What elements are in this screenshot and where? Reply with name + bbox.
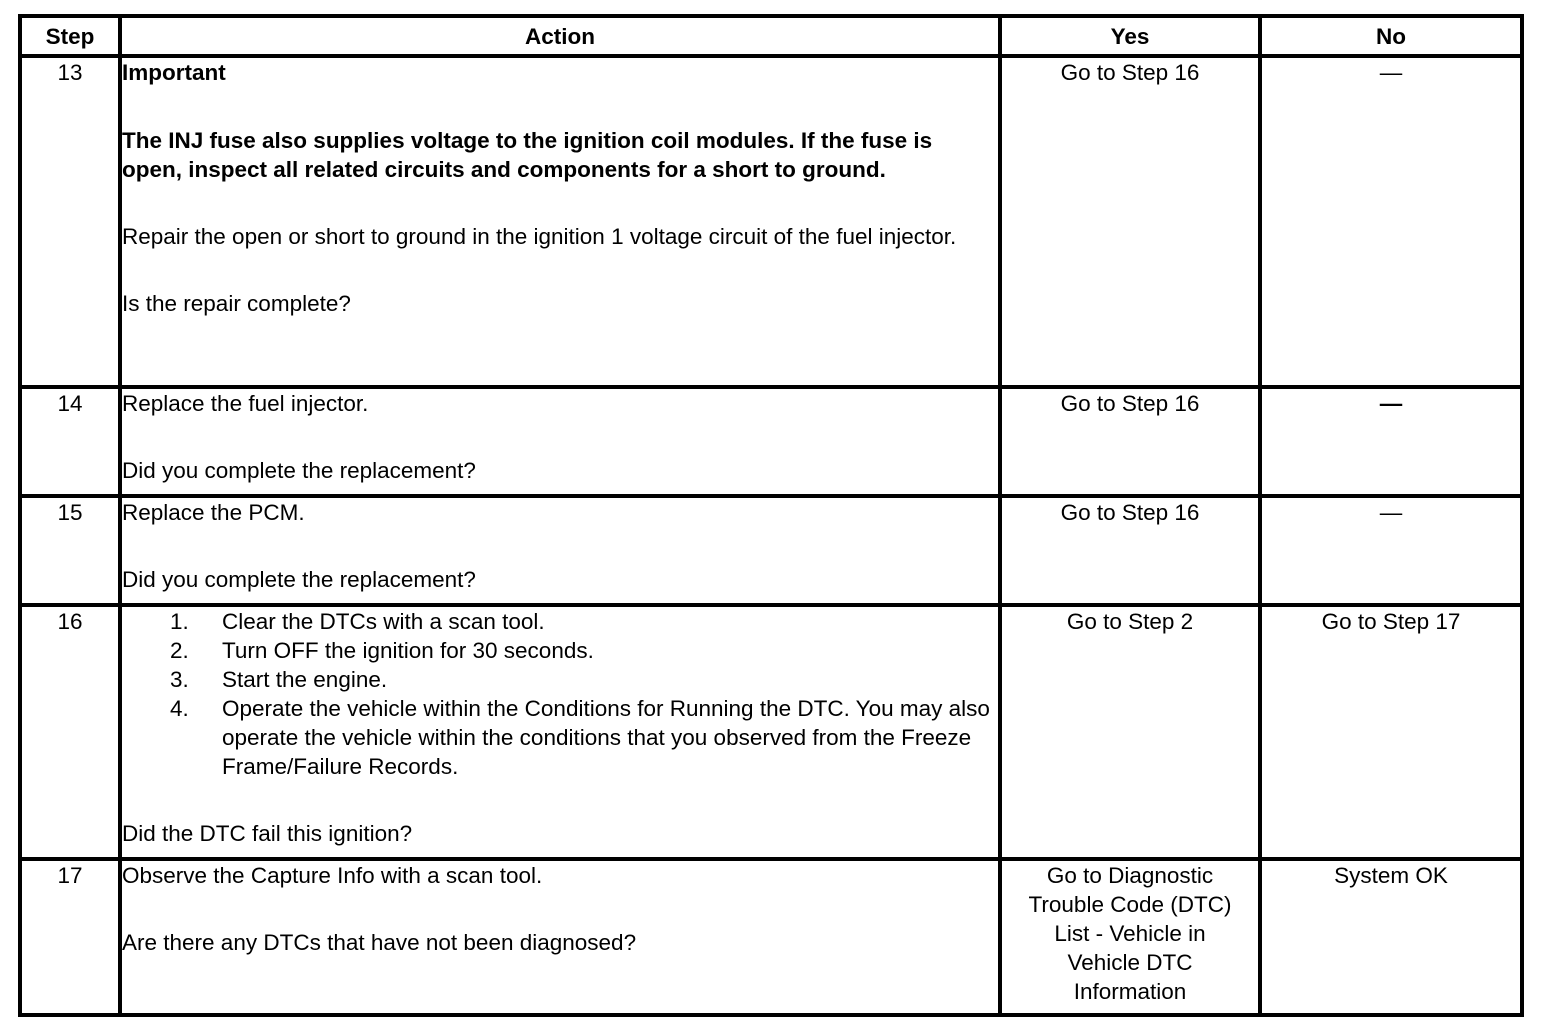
- header-action: Action: [120, 16, 1000, 56]
- no-cell: —: [1260, 56, 1522, 387]
- yes-cell: Go to Step 16: [1000, 496, 1260, 605]
- list-item: [170, 636, 998, 665]
- list-item: [170, 694, 998, 781]
- list-item: [170, 607, 998, 636]
- step-number: 13: [20, 56, 120, 387]
- instruction-text: Repair the open or short to ground in the ignition 1 voltage circuit of the fuel injector.: [122, 224, 957, 249]
- instruction-text: Observe the Capture Info with a scan tool.: [122, 862, 543, 888]
- question-text: Did you complete the replacement?: [122, 566, 476, 592]
- table-row-step-17: [20, 859, 1522, 1015]
- step-number: 16: [20, 605, 120, 859]
- list-item-number: 1.: [170, 609, 189, 635]
- instruction-text: Replace the PCM.: [122, 499, 305, 525]
- question-text: Is the repair complete?: [122, 291, 351, 316]
- list-item-text: Operate the vehicle within the Conditions for Running the DTC. You may also operate the vehicle within the conditions that you observed from the Freeze Frame/Failure Records.: [222, 696, 990, 780]
- yes-cell: Go to Step 2: [1000, 605, 1260, 859]
- no-cell: —: [1260, 387, 1522, 496]
- diagnostic-table: [18, 14, 1524, 1017]
- table-row-step-16: [20, 605, 1522, 859]
- question-text: Are there any DTCs that have not been diagnosed?: [122, 929, 637, 955]
- action-cell: [120, 387, 1000, 496]
- yes-cell: Go to Step 16: [1000, 387, 1260, 496]
- header-row: [20, 16, 1522, 56]
- list-item-text: Start the engine.: [222, 667, 388, 693]
- action-cell: [120, 859, 1000, 1015]
- list-item: [170, 665, 998, 694]
- action-cell: [120, 56, 1000, 387]
- header-yes: Yes: [1000, 16, 1260, 56]
- header-step: Step: [20, 16, 120, 56]
- list-item-number: 4.: [170, 696, 189, 722]
- yes-cell: Go to Diagnostic Trouble Code (DTC) List - Vehicle in Vehicle DTC Information: [1000, 859, 1260, 1015]
- question-text: Did the DTC fail this ignition?: [122, 821, 413, 847]
- action-cell: [120, 605, 1000, 859]
- list-item-number: 3.: [170, 667, 189, 693]
- question-text: Did you complete the replacement?: [122, 457, 476, 483]
- action-cell: [120, 496, 1000, 605]
- no-cell: —: [1260, 496, 1522, 605]
- table-row-step-13: [20, 56, 1522, 387]
- procedure-list: [122, 607, 998, 781]
- list-item-number: 2.: [170, 638, 189, 664]
- step-number: 17: [20, 859, 120, 1015]
- important-label: Important: [122, 60, 226, 85]
- header-no: No: [1260, 16, 1522, 56]
- table-row-step-14: [20, 387, 1522, 496]
- instruction-text: Replace the fuel injector.: [122, 390, 369, 416]
- no-cell: Go to Step 17: [1260, 605, 1522, 859]
- list-item-text: Turn OFF the ignition for 30 seconds.: [222, 638, 594, 664]
- no-cell: System OK: [1260, 859, 1522, 1015]
- table-row-step-15: [20, 496, 1522, 605]
- important-text: The INJ fuse also supplies voltage to the ignition coil modules. If the fuse is open, inspect all related circuits and components for a short to ground.: [122, 128, 933, 182]
- step-number: 14: [20, 387, 120, 496]
- list-item-text: Clear the DTCs with a scan tool.: [222, 609, 545, 635]
- step-number: 15: [20, 496, 120, 605]
- yes-cell: Go to Step 16: [1000, 56, 1260, 387]
